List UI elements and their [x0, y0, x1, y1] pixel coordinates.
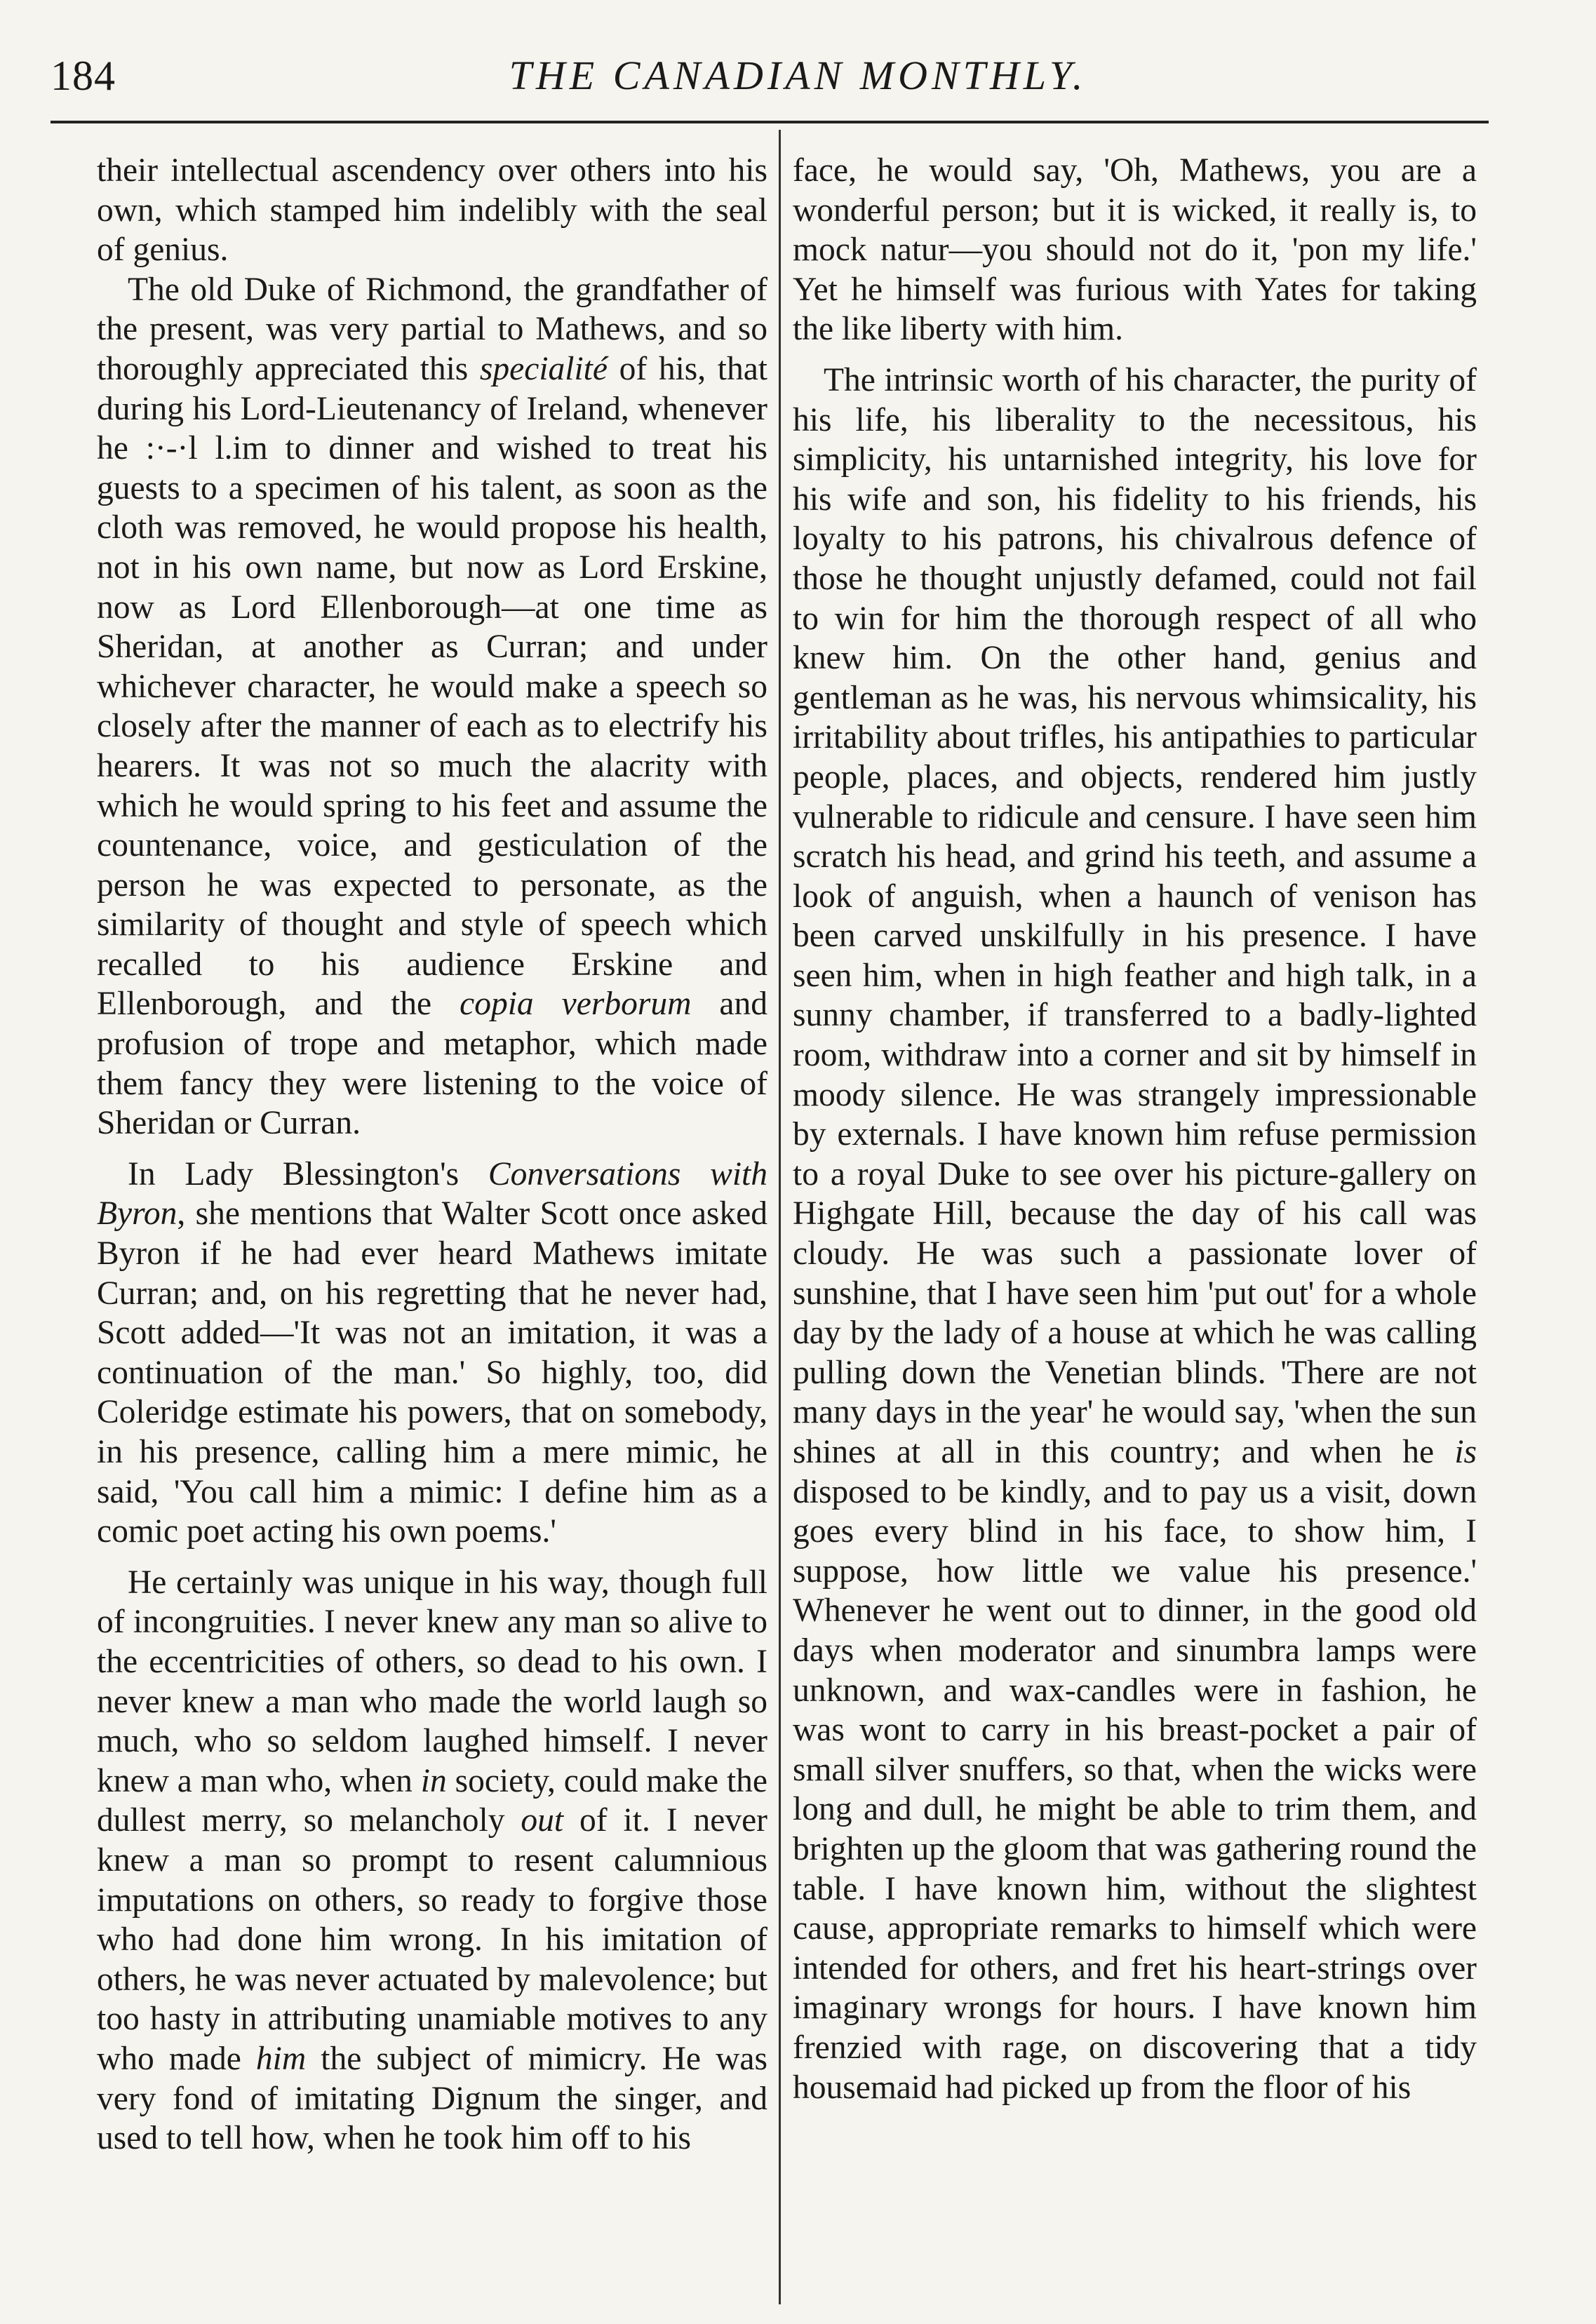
column-divider	[779, 130, 781, 2304]
page-number: 184	[51, 53, 116, 99]
right-column	[793, 151, 1477, 2297]
paragraph: face, he would say, 'Oh, Mathews, you are a wonderful person; but it is wicked, it really is, to mock natur—you should not do it, 'pon my life.' Yet he himself was furious with Yates for taking the like liberty with him.	[793, 152, 1477, 348]
paragraph: He certainly was unique in his way, though full of incongruities. I never knew any man so alive to the eccentricities of others, so dead to his own. I never knew a man who made the world laugh so much, who so seldom laughed himself. I never knew a man who, when in society, could make the dullest merry, so melancholy out of it. I never knew a man so prompt to resent calumnious imputations on others, so ready to forgive those who had done him wrong. In his imitation of others, he was never actuated by malevolence; but too hasty in attributing unamiable motives to any who made him the subject of mimicry. He was very fond of imitating Dignum the singer, and used to tell how, when he took him off to his	[97, 1564, 767, 2157]
paragraph: The intrinsic worth of his character, the purity of his life, his liberality to the necessitous, his simplicity, his untarnished integrity, his love for his wife and son, his fidelity to his friends, his loyalty to his patrons, his chivalrous defence of those he thought unjustly defamed, could not fail to win for him the thorough respect of all who knew him. On the other hand, genius and gentleman as he was, his nervous whimsicality, his irritability about trifles, his antipathies to particular people, places, and objects, rendered him justly vulnerable to ridicule and censure. I have seen him scratch his head, and grind his teeth, and assume a look of anguish, when a haunch of venison has been carved unskilfully in his presence. I have seen him, when in high feather and high talk, in a sunny chamber, if transferred to a badly-lighted room, withdraw into a corner and sit by himself in moody silence. He was strangely impressionable by externals. I have known him refuse permission to a royal Duke to see over his picture-gallery on Highgate Hill, because the day of his call was cloudy. He was such a passionate lover of sunshine, that I have seen him 'put out' for a whole day by the lady of a house at which he was calling pulling down the Venetian blinds. 'There are not many days in the year' he would say, 'when the sun shines at all in this country; and when he is disposed to be kindly, and to pay us a visit, down goes every blind in his face, to show him, I suppose, how little we value his presence.' Whenever he went out to dinner, in the good old days when moderator and sinumbra lamps were unknown, and wax-candles were in fashion, he was wont to carry in his breast-pocket a pair of small silver snuffers, so that, when the wicks were long and dull, he might be able to trim them, and brighten up the gloom that was gathering round the table. I have known him, without the slightest cause, appropriate remarks to himself which were intended for others, and fret his heart-strings over imaginary wrongs for hours. I have known him frenzied with rage, on discovering that a tidy housemaid had picked up from the floor of his	[793, 361, 1477, 2106]
left-column	[97, 151, 767, 2297]
running-title: THE CANADIAN MONTHLY.	[509, 53, 1087, 98]
header-rule	[51, 121, 1489, 123]
paragraph: In Lady Blessington's Conversations with Byron, she mentions that Walter Scott once asked Byron if he had ever heard Mathews imitate Curran; and, on his regretting that he never had, Scott added—'It was not an imitation, it was a continuation of the man.' So highly, too, did Coleridge estimate his powers, that on somebody, in his presence, calling him a mere mimic, he said, 'You call him a mimic: I define him as a comic poet acting his own poems.'	[97, 1155, 767, 1550]
paragraph: The old Duke of Richmond, the grandfather of the present, was very partial to Mathews, and so thoroughly appreciated this specialité of his, that during his Lord-Lieutenancy of Ireland, whenever he :·-·l l.im to dinner and wished to treat his guests to a specimen of his talent, as soon as the cloth was removed, he would propose his health, not in his own name, but now as Lord Erskine, now as Lord Ellenborough—at one time as Sheridan, at another as Curran; and under whichever character, he would make a speech so closely after the manner of each as to electrify his hearers. It was not so much the alacrity with which he would spring to his feet and assume the countenance, voice, and gesticulation of the person he was expected to personate, as the similarity of thought and style of speech which recalled to his audience Erskine and Ellenborough, and the copia verborum and profusion of trope and metaphor, which made them fancy they were listening to the voice of Sheridan or Curran.	[97, 271, 767, 1142]
page-header	[0, 42, 1596, 119]
paragraph: their intellectual ascendency over others into his own, which stamped him indelibly with the seal of genius.	[97, 152, 767, 269]
